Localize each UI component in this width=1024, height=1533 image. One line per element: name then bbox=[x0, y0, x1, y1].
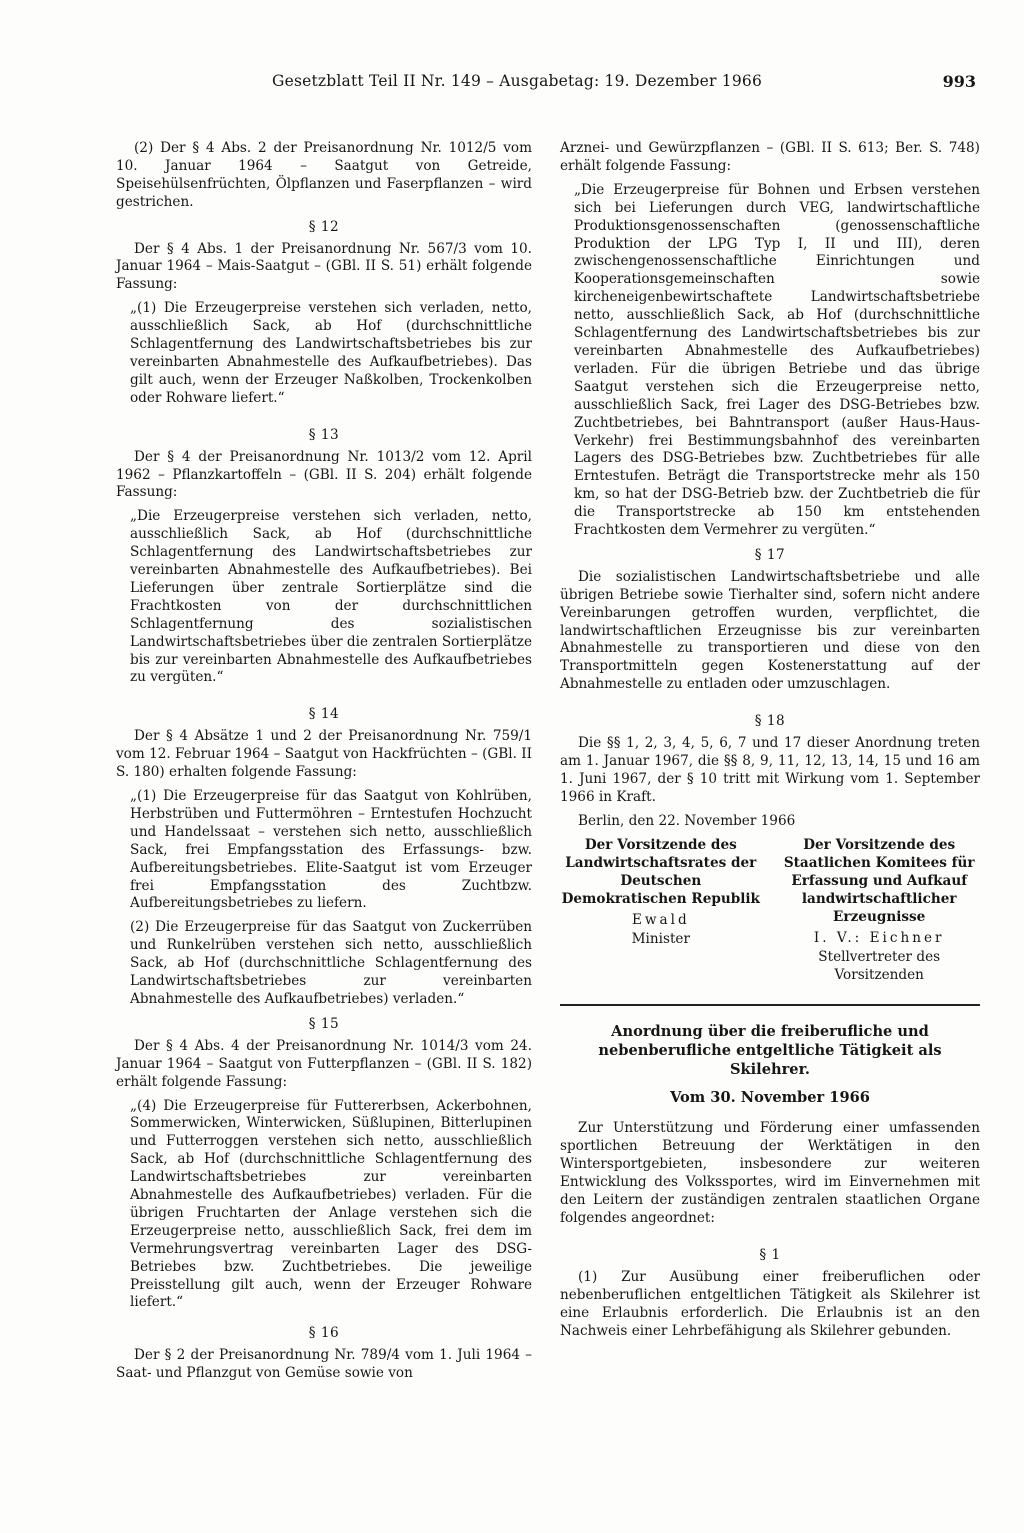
ordinance-preamble: Zur Unterstützung und Förderung einer umfassenden sportlichen Betreuung der Werktätigen in den Wintersportgebieten, insbesondere zur weiteren Entwicklung des Volkssportes, wird im Einvernehmen mit den Leitern der zuständigen zentralen staatlichen Organe folgendes angeordnet: bbox=[560, 1120, 980, 1226]
signature-left bbox=[560, 836, 762, 984]
section-heading-14: § 14 bbox=[308, 706, 340, 723]
quote-s16: „Die Erzeugerpreise für Bohnen und Erbsen verstehen sich bei Lieferungen durch VEG, landwirtschaftliche Produktionsgenossenschaften (genossenschaftliche Produktion der LPG Typ I, II und III), deren zwischengenossenschaftliche Einrichtungen und Kooperationsgemeinschaften sowie kircheneigenbewirtschaftete Landwirtschaftsbetriebe netto, ausschließlich Sack, ab Hof (durchschnittliche Schlagentfernung des Landwirtschaftsbetriebes bis zur vereinbarten Abnahmestelle des Aufkaufbetriebes) verladen. Für die übrigen Betriebe und das übrige Saatgut verstehen sich die Erzeugerpreise netto, ausschließlich Sack, frei Lager des DSG-Betriebes bzw. Zuchtbetriebes, bei Bahntransport (außer Haus-Haus-Verkehr) frei Bestimmungsbahnhof des vereinbarten Lagers des DSG-Betriebes bzw. Zuchtbetriebes für alle Erntestufen. Beträgt die Transportstrecke mehr als 150 km, so hat der DSG-Betrieb bzw. der Zuchtbetrieb die für die Transportstrecke ab 150 km entstehenden Frachtkosten dem Vermehrer zu vergüten.“ bbox=[574, 181, 980, 539]
paragraph-s11-2: (2) Der § 4 Abs. 2 der Preisanordnung Nr. 1012/5 vom 10. Januar 1964 – Saatgut von Getreide, Speisehülsenfrüchten, Ölpflanzen und Faserpflanzen – wird gestrichen. bbox=[116, 140, 532, 210]
signatory-right-role: Stellvertreter des Vorsitzenden bbox=[818, 948, 941, 983]
section-heading-12: § 12 bbox=[308, 218, 340, 235]
paragraph-s18: Die §§ 1, 2, 3, 4, 5, 6, 7 und 17 dieser Anordnung treten am 1. Januar 1967, die §§ 8, 9, 11, 12, 13, 14, 15 und 16 am 1. Juni 1967, der § 10 tritt mit Wirkung vom 1. September 1966 in Kraft. bbox=[560, 735, 980, 805]
quote-s12: „(1) Die Erzeugerpreise verstehen sich verladen, netto, ausschließlich Sack, ab Hof (durchschnittliche Schlagentfernung des Landwirtschaftsbetriebes bis zur vereinbarten Abnahmestelle des Aufkaufbetriebes). Das gilt auch, wenn der Erzeuger Naßkolben, Trockenkolben oder Rohware liefert.“ bbox=[130, 300, 532, 406]
quote-s15: „(4) Die Erzeugerpreise für Futtererbsen, Ackerbohnen, Sommerwicken, Winterwicken, Süßlupinen, Bitterlupinen und Futterroggen verstehen sich netto, ausschließlich Sack, ab Hof (durchschnittliche Schlagentfernung des Landwirtschaftsbetriebes zur vereinbarten Abnahmestelle des Aufkaufbetriebes) verladen. Für die übrigen Fruchtarten der Anlage verstehen sich die Erzeugerpreise netto, ausschließlich Sack, frei dem im Vermehrungsvertrag vereinbarten Lager des DSG-Betriebes bzw. Zuchtbetriebes. Die jeweilige Preisstellung gilt auch, wenn der Erzeuger Rohware liefert.“ bbox=[130, 1097, 532, 1311]
quote-s14-2: (2) Die Erzeugerpreise für das Saatgut von Zuckerrüben und Runkelrüben verstehen sich netto, ausschließlich Sack, ab Hof (durchschnittliche Schlagentfernung des Landwirtschaftsbetriebes zur vereinbarten Abnahmestelle des Aufkaufbetriebes) verladen.“ bbox=[130, 919, 532, 1007]
paragraph-s16-intro: Der § 2 der Preisanordnung Nr. 789/4 vom 1. Juli 1964 – Saat- und Pflanzgut von Gemüse sowie von bbox=[116, 1347, 532, 1382]
section-heading-18: § 18 bbox=[754, 713, 786, 730]
ordinance-paragraph-1: (1) Zur Ausübung einer freiberuflichen oder nebenberuflichen entgeltlichen Tätigkeit als Skilehrer ist eine Erlaubnis erforderlich. Die Erlaubnis ist an den Nachweis einer Lehrbefähigung als Skilehrer gebunden. bbox=[560, 1268, 980, 1339]
section-heading-16: § 16 bbox=[308, 1325, 340, 1342]
signatory-left-name: Ewald bbox=[631, 911, 690, 928]
ordinance-section-heading-1: § 1 bbox=[759, 1246, 781, 1263]
page-number: 993 bbox=[942, 72, 976, 91]
paragraph-s15-intro: Der § 4 Abs. 4 der Preisanordnung Nr. 1014/3 vom 24. Januar 1964 – Saatgut von Futterpflanzen – (GBl. II S. 182) erhält folgende Fassung: bbox=[116, 1037, 532, 1090]
left-column bbox=[116, 140, 532, 1383]
signatory-right-name: I. V.: Eichner bbox=[813, 929, 945, 946]
paragraph-s13-intro: Der § 4 der Preisanordnung Nr. 1013/2 vom 12. April 1962 – Pflanzkartoffeln – (GBl. II S. 204) erhält folgende Fassung: bbox=[116, 448, 532, 501]
section-heading-15: § 15 bbox=[308, 1015, 340, 1032]
signature-block bbox=[560, 836, 980, 984]
signatory-right-title: Der Vorsitzende des Staatlichen Komitees für Erfassung und Aufkauf landwirtschaftlicher Erzeugnisse bbox=[783, 836, 975, 925]
paragraph-s16-continued: Arznei- und Gewürzpflanzen – (GBl. II S. 613; Ber. S. 748) erhält folgende Fassung: bbox=[560, 140, 980, 174]
section-heading-17: § 17 bbox=[754, 546, 786, 563]
section-divider bbox=[560, 1004, 980, 1006]
place-date: Berlin, den 22. November 1966 bbox=[578, 812, 796, 829]
ordinance-title: Anordnung über die freiberufliche und nebenberufliche entgeltliche Tätigkeit als Skilehrer. bbox=[598, 1022, 942, 1078]
page-header bbox=[112, 72, 976, 102]
signatory-left-role: Minister bbox=[631, 930, 690, 947]
ordinance-date: Vom 30. November 1966 bbox=[670, 1088, 870, 1106]
section-heading-13: § 13 bbox=[308, 426, 340, 443]
signatory-left-title: Der Vorsitzende des Landwirtschaftsrates der Deutschen Demokratischen Republik bbox=[561, 836, 760, 907]
quote-s14-1: „(1) Die Erzeugerpreise für das Saatgut von Kohlrüben, Herbstrüben und Futtermöhren – Erntestufen Hochzucht und Handelssaat – verstehen sich netto, ausschließlich Sack, frei Empfangsstation des Erfassungs- bzw. Aufbereitungsbetriebes. Elite-Saatgut ist vom Erzeuger frei Empfangsstation des Zuchtbzw. Aufbereitungsbetriebes zu liefern. bbox=[130, 788, 532, 912]
right-column bbox=[560, 140, 980, 1340]
paragraph-s17: Die sozialistischen Landwirtschaftsbetriebe und alle übrigen Betriebe sowie Tierhalter sind, sofern nicht andere Vereinbarungen getroffen wurden, verpflichtet, die landwirtschaftlichen Erzeugnisse bis zur vereinbarten Abnahmestelle zu transportieren und diese von den Transportmitteln gegen Kostenerstattung auf der Abnahmestelle zu entladen oder umzuschlagen. bbox=[560, 568, 980, 693]
paragraph-s12-intro: Der § 4 Abs. 1 der Preisanordnung Nr. 567/3 vom 10. Januar 1964 – Mais-Saatgut – (GBl. II S. 51) erhält folgende Fassung: bbox=[116, 240, 532, 293]
paragraph-s14-intro: Der § 4 Absätze 1 und 2 der Preisanordnung Nr. 759/1 vom 12. Februar 1964 – Saatgut von Hackfrüchten – (GBl. II S. 180) erhalten folgende Fassung: bbox=[116, 728, 532, 781]
signature-right bbox=[778, 836, 980, 984]
header-title: Gesetzblatt Teil II Nr. 149 – Ausgabetag: 19. Dezember 1966 bbox=[272, 72, 763, 90]
quote-s13: „Die Erzeugerpreise verstehen sich verladen, netto, ausschließlich Sack, ab Hof (durchschnittliche Schlagentfernung des Landwirtschaftsbetriebes zur vereinbarten Abnahmestelle des Aufkaufbetriebes). Bei Lieferungen über zentrale Sortierplätze sind die Frachtkosten von der durchschnittlichen Schlagentfernung des sozialistischen Landwirtschaftsbetriebes über die zentralen Sortierplätze bis zur vereinbarten Abnahmestelle des Aufkaufbetriebes zu vergüten.“ bbox=[130, 508, 532, 686]
